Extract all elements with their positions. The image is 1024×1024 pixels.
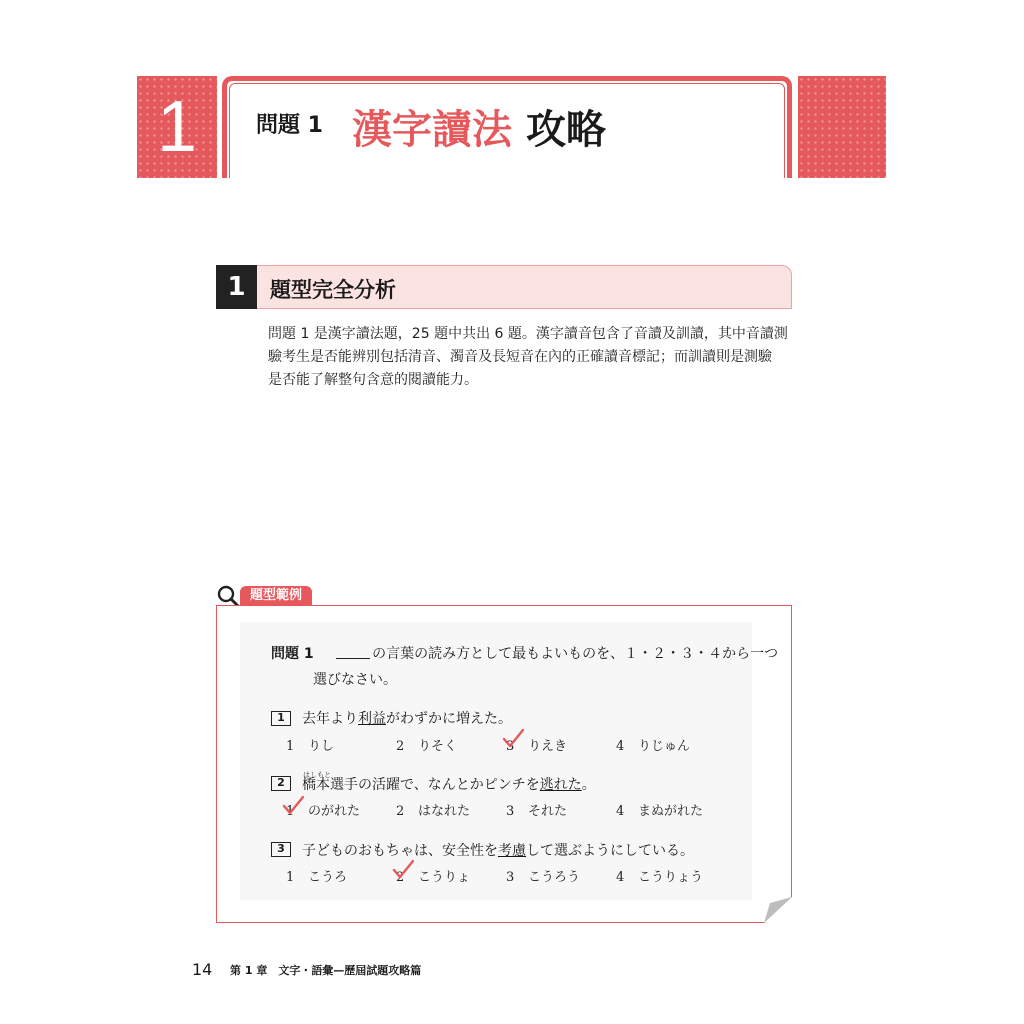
option-text: こうろう: [528, 870, 581, 885]
option-text: りし: [308, 739, 335, 754]
body-line: 問題 1 是漢字讀法題，25 題中共出 6 題。漢字讀音包含了音讀及訓讀，其中音讀測: [268, 326, 788, 342]
chapter-right-block: [798, 76, 886, 178]
question-post: して選ぶようにしている。: [526, 843, 694, 859]
option: [286, 866, 347, 885]
option-text: こうりょう: [638, 870, 704, 885]
body-line: 是否能了解整句含意的閱讀能力。: [268, 372, 478, 388]
option: [506, 800, 567, 819]
option-number: 2: [396, 739, 405, 754]
option: [616, 866, 703, 885]
question-number: 1: [271, 711, 291, 726]
question-target: 利益: [358, 711, 386, 727]
option-number: 1: [286, 739, 295, 754]
option: [286, 735, 334, 754]
chapter-title: [352, 98, 606, 155]
chapter-title-highlight: 漢字讀法: [352, 107, 512, 153]
option-text: こうろ: [308, 870, 348, 885]
section-number: 1: [216, 265, 257, 309]
section-title: 題型完全分析: [270, 278, 396, 302]
option: [396, 800, 470, 819]
option-number: 4: [616, 804, 625, 819]
body-paragraph: [268, 323, 800, 392]
blank-line: [336, 644, 370, 659]
page-curl-icon: [764, 897, 792, 923]
option-number: 1: [286, 870, 295, 885]
option-text: まぬがれた: [638, 804, 704, 819]
page-number: 14: [192, 960, 213, 979]
option-number: 1: [286, 804, 295, 819]
option: [506, 866, 580, 885]
option-text: りそく: [418, 739, 458, 754]
option-number: 3: [506, 804, 515, 819]
checkmark-icon: [392, 859, 414, 879]
question-text: [302, 708, 512, 728]
chapter-title-suffix: 攻略: [525, 107, 606, 153]
instruction-label: 問題 1: [271, 646, 314, 662]
option: [616, 800, 703, 819]
question-text: [302, 774, 596, 794]
option-number: 4: [616, 739, 625, 754]
option-number: 3: [506, 739, 515, 754]
option-text: りえき: [528, 739, 568, 754]
body-line: 驗考生是否能辨別包括清音、濁音及長短音在內的正確讀音標記；而訓讀則是測驗: [268, 349, 772, 365]
option-number: 4: [616, 870, 625, 885]
example-instruction: [271, 643, 778, 663]
footer-chapter: 第 1 章 文字・語彙—歷屆試題攻略篇: [230, 964, 422, 977]
option-text: りじゅん: [638, 739, 691, 754]
option-text: のがれた: [308, 804, 361, 819]
checkmark-icon: [282, 795, 304, 815]
question-number: 3: [271, 842, 291, 857]
option-text: はなれた: [418, 804, 471, 819]
question-pre: 去年より: [302, 711, 358, 727]
checkmark-icon: [502, 728, 524, 748]
option-text: こうりょ: [418, 870, 471, 885]
example-instruction-cont: 選びなさい。: [313, 672, 397, 688]
question-post: がわずかに増えた。: [386, 711, 512, 727]
question-text: [302, 840, 694, 860]
option-number: 3: [506, 870, 515, 885]
option: [616, 735, 690, 754]
example-tab: 題型範例: [240, 586, 312, 606]
chapter-number: 1: [156, 87, 198, 167]
option: [396, 735, 457, 754]
option-number: 2: [396, 870, 405, 885]
chapter-label: 問題 1: [256, 113, 323, 138]
option-number: 2: [396, 804, 405, 819]
question-number: 2: [271, 776, 291, 791]
instruction-text: の言葉の読み方として最もよいものを、１・２・３・４から一つ: [372, 646, 779, 662]
question-pre: 橋本選手の活躍で、なんとかピンチを: [302, 777, 540, 793]
question-post: 。: [581, 777, 596, 793]
question-target: 逃れた: [539, 777, 582, 793]
question-pre: 子どものおもちゃは、安全性を: [302, 843, 498, 859]
option-text: それた: [528, 804, 568, 819]
furigana: はしもと: [303, 771, 331, 779]
chapter-number-block: [137, 76, 217, 178]
question-target: 考慮: [498, 843, 526, 859]
